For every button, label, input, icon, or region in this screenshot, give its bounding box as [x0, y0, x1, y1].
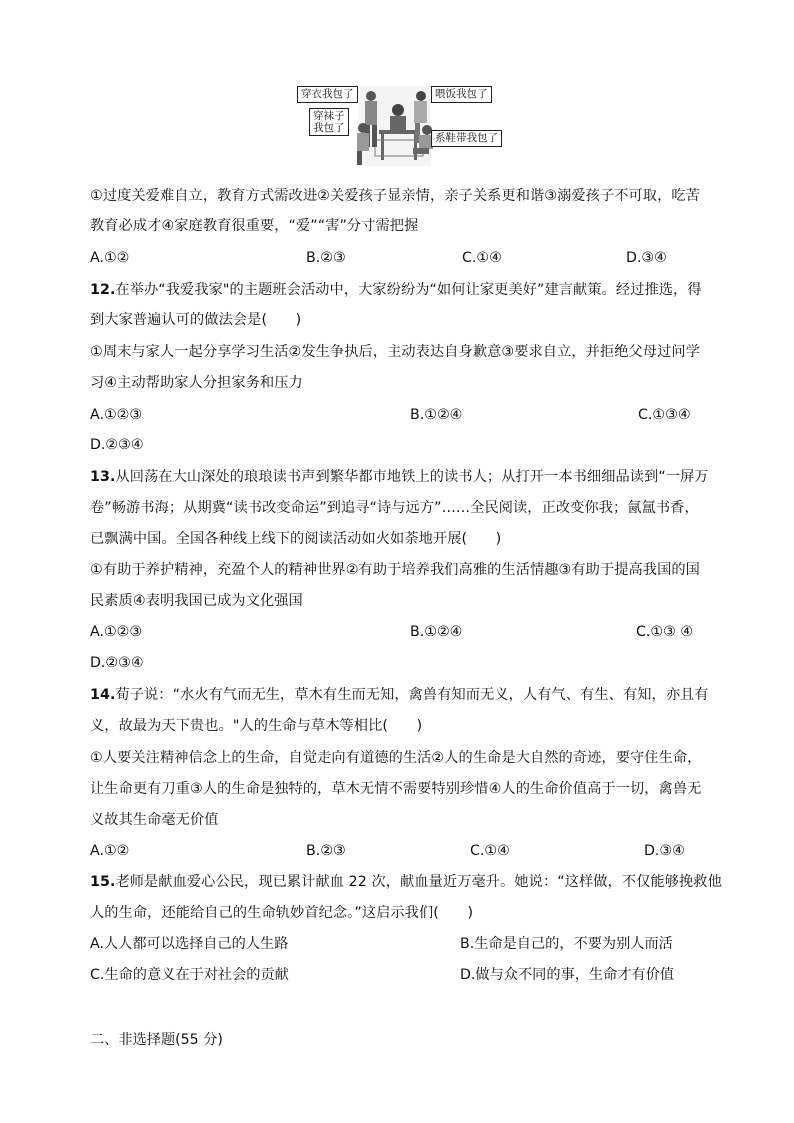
q15-option-b[interactable]: B.生命是自己的，不要为别人而活 — [460, 936, 673, 952]
q12-line-1 — [90, 280, 702, 300]
speech-bubble-feeding: 喂饭我包了 — [431, 86, 492, 103]
q14-option-b[interactable]: B.②③ — [306, 843, 346, 859]
q13-text-1: 从回荡在大山深处的琅琅读书声到繁华都市地铁上的读书人；从打开一本书细细品读到“一屏万 — [115, 469, 709, 485]
q15-number: 15. — [90, 874, 116, 890]
speech-bubble-dressing: 穿衣我包了 — [297, 86, 358, 103]
q15-text-1: 老师是献血爱心公民，现已累计献血 22 次，献血量近万毫升。她说：“这样做，不仅能够挽救他 — [115, 874, 722, 890]
q14-line-3: ①人要关注精神信念上的生命，自觉走向有道德的生活②人的生命是大自然的奇迹，要守住生命， — [90, 750, 702, 766]
q12-option-d[interactable]: D.②③④ — [90, 437, 144, 453]
q13-line-1 — [90, 467, 709, 487]
q11-stem-line-1: ①过度关爱难自立，教育方式需改进②关爱孩子显亲情，亲子关系更和谐③溺爱孩子不可取，吃苦 — [90, 188, 700, 204]
family-cartoon-figure — [297, 84, 503, 168]
q13-option-a[interactable]: A.①②③ — [90, 624, 143, 640]
q14-line-1 — [90, 685, 709, 705]
q13-option-b[interactable]: B.①②④ — [410, 624, 463, 640]
q11-option-b[interactable]: B.②③ — [306, 250, 346, 266]
q12-line-2: 到大家普遍认可的做法会是( ) — [90, 312, 302, 328]
q11-option-c[interactable]: C.①④ — [462, 250, 502, 266]
q14-option-d[interactable]: D.③④ — [644, 843, 685, 859]
q13-line-2: 卷”畅游书海；从期冀“读书改变命运”到追寻“诗与远方”……全民阅读，正改变你我；氤氲书香， — [90, 500, 699, 516]
q12-option-b[interactable]: B.①②④ — [410, 407, 463, 423]
q12-number: 12. — [90, 282, 116, 298]
q11-option-a[interactable]: A.①② — [90, 250, 130, 266]
q14-number: 14. — [90, 687, 116, 703]
q13-option-c[interactable]: C.①③ ④ — [636, 624, 694, 640]
section-heading-non-choice: 二、非选择题(55 分) — [90, 1032, 223, 1048]
q14-option-a[interactable]: A.①② — [90, 843, 130, 859]
speech-bubble-socks-line-1: 穿袜子 — [313, 110, 345, 122]
q13-option-d[interactable]: D.②③④ — [90, 655, 144, 671]
q14-text-1: 荀子说：“水火有气而无生，草木有生而无知，禽兽有知而无义，人有气、有生、有知，亦且有 — [115, 687, 709, 703]
speech-bubble-shoelaces: 系鞋带我包了 — [431, 130, 502, 147]
q12-option-c[interactable]: C.①③④ — [638, 407, 691, 423]
q12-option-a[interactable]: A.①②③ — [90, 407, 143, 423]
q13-line-5: 民素质④表明我国已成为文化强国 — [90, 593, 303, 609]
q15-option-d[interactable]: D.做与众不同的事，生命才有价值 — [460, 967, 675, 983]
q15-option-a[interactable]: A.人人都可以选择自己的人生路 — [90, 936, 289, 952]
q11-option-d[interactable]: D.③④ — [626, 250, 667, 266]
q14-option-c[interactable]: C.①④ — [470, 843, 510, 859]
q14-line-5: 义故其生命毫无价值 — [90, 812, 219, 828]
q14-line-2: 义，故最为天下贵也。"人的生命与草木等相比( ) — [90, 718, 423, 734]
q14-line-4: 让生命更有刀重③人的生命是独特的，草木无情不需要特别珍惜④人的生命价值高于一切，禽兽无 — [90, 781, 702, 797]
q12-line-3: ①周末与家人一起分享学习生活②发生争执后，主动表达自身歉意③要求自立，并拒绝父母过问学 — [90, 344, 700, 360]
speech-bubble-socks — [309, 108, 349, 136]
q13-number: 13. — [90, 469, 116, 485]
q15-option-c[interactable]: C.生命的意义在于对社会的贡献 — [90, 967, 289, 983]
speech-bubble-socks-line-2: 我包了 — [313, 122, 345, 134]
q12-text-1: 在举办“我爱我家"的主题班会活动中，大家纷纷为“如何让家更美好”建言献策。经过推选，得 — [115, 282, 702, 298]
q13-line-3: 已飘满中国。全国各种线上线下的阅读活动如火如荼地开展( ) — [90, 531, 502, 547]
q15-line-1 — [90, 872, 722, 892]
q15-line-2: 人的生命，还能给自己的生命轨妙首纪念。”这启示我们( ) — [90, 905, 474, 921]
q11-stem-line-2: 教育必成才④家庭教育很重要，“爱”“害”分寸需把握 — [90, 218, 419, 234]
q13-line-4: ①有助于养护精神，充盈个人的精神世界②有助于培养我们高雅的生活情趣③有助于提高我国的国 — [90, 562, 700, 578]
q12-line-4: 习④主动帮助家人分担家务和压力 — [90, 375, 303, 391]
